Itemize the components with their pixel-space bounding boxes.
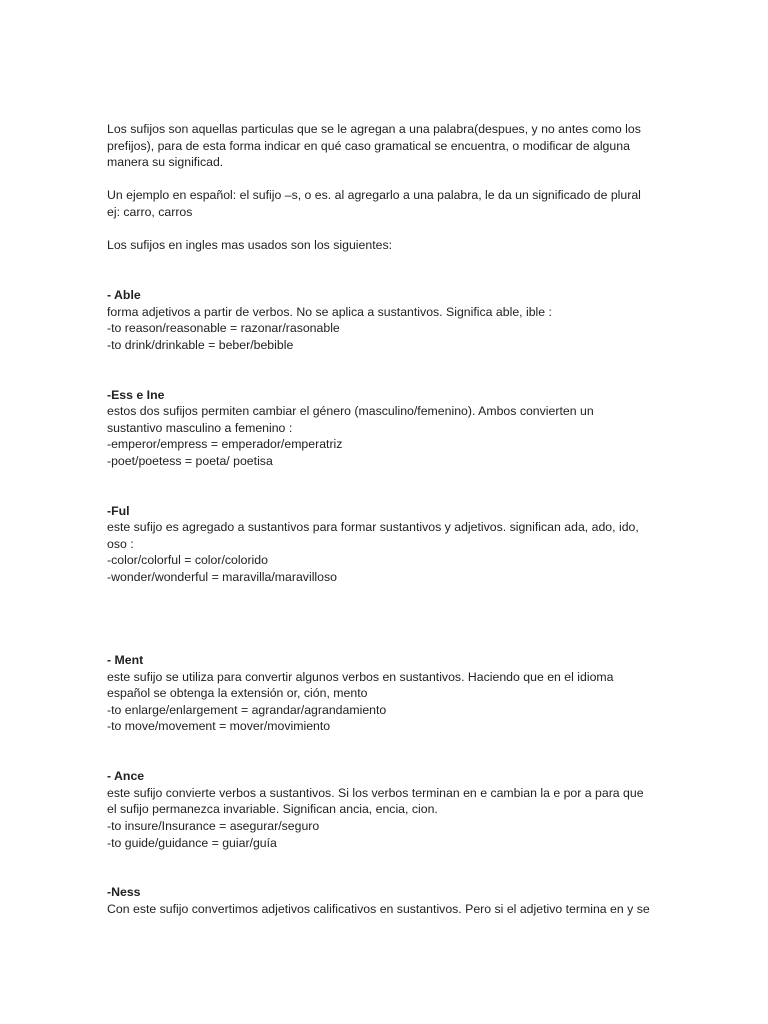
text-line: español se obtenga la extensión or, ción, mento: [107, 686, 368, 701]
example-paragraph: [107, 187, 667, 220]
section-heading: -Ess e Ine: [107, 387, 165, 402]
text-line: este sufijo es agregado a sustantivos para formar sustantivos y adjetivos. significan ada, ado, ido,: [107, 520, 639, 535]
text-line: -to insure/Insurance = asegurar/seguro: [107, 818, 320, 833]
text-line: -to reason/reasonable = razonar/rasonable: [107, 321, 340, 336]
text-line: este sufijo se utiliza para convertir algunos verbos en sustantivos. Haciendo que en el idioma: [107, 669, 614, 684]
text-line: Con este sufijo convertimos adjetivos calificativos en sustantivos. Pero si el adjetivo termina en y se: [107, 901, 650, 916]
text-line: -to move/movement = mover/movimiento: [107, 719, 331, 734]
text-line: ej: carro, carros: [107, 204, 193, 219]
text-line: prefijos), para de esta forma indicar en qué caso gramatical se encuentra, o modificar de alguna: [107, 138, 630, 153]
text-line: -wonder/wonderful = maravilla/maravilloso: [107, 570, 337, 585]
text-line: Un ejemplo en español: el sufijo –s, o es. al agregarlo a una palabra, le da un significado de plural: [107, 188, 641, 203]
suffix-section-ness: [107, 884, 667, 917]
suffix-section-ance: [107, 768, 667, 851]
section-heading: - Able: [107, 287, 141, 302]
text-line: forma adjetivos a partir de verbos. No se aplica a sustantivos. Significa able, ible :: [107, 304, 552, 319]
suffix-section-ful: [107, 503, 667, 586]
section-heading: - Ment: [107, 653, 144, 667]
suffix-section-ess-ine: [107, 387, 667, 470]
text-line: -color/colorful = color/colorido: [107, 553, 268, 568]
text-line: -to enlarge/enlargement = agrandar/agrandamiento: [107, 702, 387, 717]
suffix-section-ment: [107, 652, 667, 735]
text-line: sustantivo masculino a femenino :: [107, 420, 293, 435]
text-line: el sufijo permanezca invariable. Significan ancia, encia, cion.: [107, 802, 438, 817]
text-line: manera su significad.: [107, 155, 224, 170]
text-line: -to guide/guidance = guiar/guía: [107, 835, 277, 850]
section-heading: -Ful: [107, 503, 130, 518]
text-line: estos dos sufijos permiten cambiar el género (masculino/femenino). Ambos convierten un: [107, 404, 594, 419]
text-line: oso :: [107, 536, 134, 551]
list-intro: Los sufijos en ingles mas usados son los siguientes:: [107, 238, 393, 253]
intro-paragraph: [107, 121, 667, 171]
section-heading: - Ance: [107, 769, 145, 784]
suffix-section-able: [107, 287, 667, 353]
text-line: -to drink/drinkable = beber/bebible: [107, 337, 294, 352]
text-line: -poet/poetess = poeta/ poetisa: [107, 453, 273, 468]
section-heading: -Ness: [107, 885, 141, 900]
document-body: [107, 121, 667, 918]
text-line: Los sufijos son aquellas particulas que se le agregan a una palabra(despues, y no antes como los: [107, 122, 641, 136]
text-line: -emperor/empress = emperador/emperatriz: [107, 437, 343, 452]
text-line: este sufijo convierte verbos a sustantivos. Si los verbos terminan en e cambian la e por a para que: [107, 785, 644, 800]
